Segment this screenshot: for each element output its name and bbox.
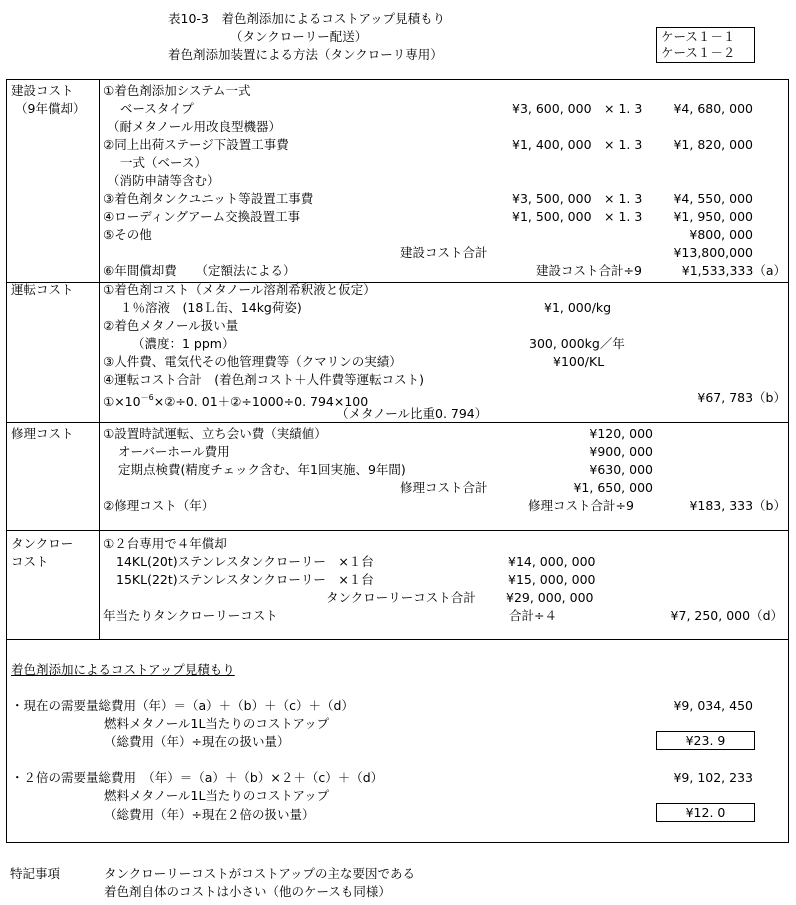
summary-double-per-liter: 燃料メタノール1L当たりのコストアップ [104, 788, 330, 803]
summary-current-total: ・現在の需要量総費用（年）＝（a）＋（b）＋（c）＋（d） [11, 698, 354, 713]
construction-item-6-amount: ¥1,533,333（a） [681, 263, 786, 278]
operation-formula-exponent: －6 [140, 393, 154, 402]
construction-item-3-amount: ¥4, 550, 000 [673, 191, 753, 206]
repair-item-inspection: 定期点検費(精度チェック含む、年1回実施、9年間) [118, 462, 406, 477]
operation-item-1-detail: １％溶液 (18Ｌ缶、14kg荷姿) [120, 300, 302, 315]
construction-item-1-type: ベースタイプ [120, 101, 194, 116]
row-divider [6, 422, 788, 423]
construction-item-4-calc: ¥1, 500, 000 × 1. 3 [512, 209, 643, 224]
case-2: ケース１－２ [661, 45, 736, 60]
tank-item-1: ①２台専用で４年償却 [103, 536, 227, 551]
repair-item-1-amount: ¥120, 000 [589, 426, 653, 441]
tank-label-2: コスト [11, 554, 49, 569]
tank-item-15kl-amount: ¥15, 000, 000 [508, 572, 596, 587]
construction-item-1-amount: ¥4, 680, 000 [673, 101, 753, 116]
operation-item-3-price: ¥100/KL [553, 354, 605, 369]
construction-item-5: ⑤その他 [103, 227, 152, 242]
case-1: ケース１－１ [661, 29, 736, 44]
tank-item-15kl: 15KL(22t)ステンレスタンクローリー ×１台 [116, 572, 374, 587]
repair-item-overhaul: オーバーホール費用 [118, 444, 230, 459]
tank-label-1: タンクロー [11, 536, 74, 551]
construction-item-4-amount: ¥1, 950, 000 [673, 209, 753, 224]
tank-item-14kl: 14KL(20t)ステンレスタンクローリー ×１台 [116, 554, 374, 569]
tank-annual-amount: ¥7, 250, 000（d） [670, 608, 783, 623]
case-box [656, 27, 755, 63]
construction-total-label: 建設コスト合計 [400, 245, 488, 260]
repair-item-inspection-amount: ¥630, 000 [589, 462, 653, 477]
repair-total-label: 修理コスト合計 [400, 480, 488, 495]
doc-title: 表10-3 着色剤添加によるコストアップ見積もり [168, 11, 446, 26]
construction-item-2: ②同上出荷ステージ下設置工事費 [103, 137, 289, 152]
construction-item-6: ⑥年間償却費 （定額法による） [103, 263, 296, 278]
operation-item-2: ②着色メタノール扱い量 [103, 318, 239, 333]
operation-item-1: ①着色剤コスト（メタノール溶剤希釈液と仮定） [103, 282, 376, 297]
construction-item-3: ③着色剤タンクユニット等設置工事費 [103, 191, 314, 206]
construction-item-2-amount: ¥1, 820, 000 [673, 137, 753, 152]
construction-total-amount: ¥13,800,000 [673, 245, 753, 260]
notes-label: 特記事項 [10, 866, 61, 881]
construction-item-1-note: （耐メタノール用改良型機器） [107, 119, 282, 134]
repair-item-overhaul-amount: ¥900, 000 [589, 444, 653, 459]
repair-item-1: ①設置時試運転、立ち会い費（実績値） [103, 426, 327, 441]
summary-current-total-amount: ¥9, 034, 450 [673, 698, 753, 713]
repair-item-2-calc: 修理コスト合計÷9 [528, 498, 634, 513]
construction-item-2-calc: ¥1, 400, 000 × 1. 3 [512, 137, 643, 152]
operation-formula-b: ×②÷0. 01＋②÷1000÷0. 794×100 [153, 394, 369, 409]
summary-current-per-liter: 燃料メタノール1L当たりのコストアップ [104, 716, 330, 731]
tank-total-amount: ¥29, 000, 000 [506, 590, 594, 605]
operation-item-1-price: ¥1, 000/kg [544, 300, 612, 315]
operation-formula-a: ①×10 [103, 394, 141, 409]
construction-item-2-note: （消防申請等含む） [107, 173, 220, 188]
row-divider [6, 639, 788, 640]
operation-item-2-volume: 300, 000kg／年 [529, 336, 625, 351]
table-column-divider [99, 79, 100, 640]
repair-label: 修理コスト [11, 426, 74, 441]
notes-line-1: タンクローリーコストがコストアップの主な要因である [104, 866, 416, 881]
operation-item-3: ③人件費、電気代その他管理費等（クマリンの実績） [103, 354, 402, 369]
construction-item-2-sub: 一式（ベース） [120, 155, 207, 170]
operation-label: 運転コスト [11, 282, 74, 297]
construction-label: 建設コスト [11, 83, 74, 98]
construction-item-4: ④ローディングアーム交換設置工事 [103, 209, 301, 224]
operation-item-4: ④運転コスト合計 (着色剤コスト＋人件費等運転コスト) [103, 372, 424, 387]
construction-item-1-calc: ¥3, 600, 000 × 1. 3 [512, 101, 643, 116]
repair-item-2: ②修理コスト（年） [103, 498, 215, 513]
tank-annual-calc: 合計÷４ [509, 608, 557, 623]
summary-double-formula: （総費用（年）÷現在２倍の扱い量） [104, 807, 315, 822]
tank-item-14kl-amount: ¥14, 000, 000 [508, 554, 596, 569]
construction-item-6-calc: 建設コスト合計÷9 [536, 263, 642, 278]
notes-line-2: 着色剤自体のコストは小さい（他のケースも同様） [104, 884, 391, 899]
summary-double-total: ・２倍の需要量総費用 （年）＝（a）＋（b）×２＋（c）＋（d） [11, 770, 384, 785]
row-divider [6, 530, 788, 531]
tank-annual: 年当たりタンクローリーコスト [103, 608, 278, 623]
summary-current-result: ¥23. 9 [656, 731, 755, 750]
doc-subtitle: （タンクローリー配送） [230, 29, 368, 44]
construction-item-5-amount: ¥800, 000 [689, 227, 753, 242]
construction-period: （9年償却） [15, 101, 86, 116]
summary-double-total-amount: ¥9, 102, 233 [673, 770, 753, 785]
summary-double-result: ¥12. 0 [656, 803, 755, 822]
operation-note: （メタノール比重0. 794） [336, 406, 488, 421]
repair-item-2-amount: ¥183, 333（b） [689, 498, 786, 513]
tank-total-label: タンクローリーコスト合計 [326, 590, 476, 605]
operation-formula [103, 390, 368, 409]
construction-item-3-calc: ¥3, 500, 000 × 1. 3 [512, 191, 643, 206]
doc-subtitle-method: 着色剤添加装置による方法（タンクローリ専用） [168, 47, 443, 62]
summary-current-formula: （総費用（年）÷現在の扱い量） [104, 734, 290, 749]
operation-item-2-detail: （濃度：1 ppm） [132, 336, 235, 351]
repair-total-amount: ¥1, 650, 000 [573, 480, 653, 495]
construction-item-1: ①着色剤添加システム一式 [103, 83, 251, 98]
operation-amount: ¥67, 783（b） [697, 390, 786, 405]
summary-heading: 着色剤添加によるコストアップ見積もり [11, 662, 235, 677]
